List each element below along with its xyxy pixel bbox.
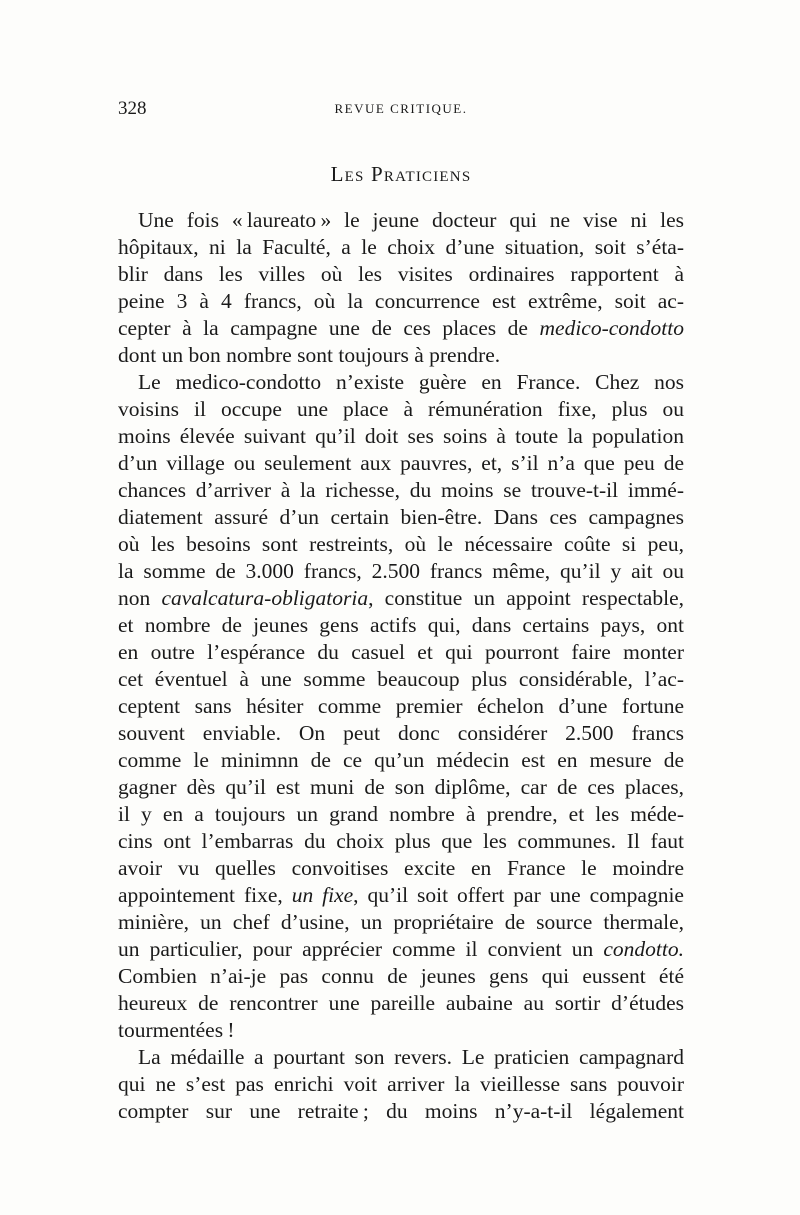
text-segment: Le medico-condotto n’existe guère en France. Chez nos — [138, 370, 684, 394]
text-line — [118, 774, 684, 801]
text-segment: d’un village ou seulement aux pauvres, et, s’il n’a que peu de — [118, 451, 684, 475]
text-line — [118, 639, 684, 666]
text-line — [118, 1098, 684, 1125]
text-segment: peine 3 à 4 francs, où la concurrence est extrême, soit ac- — [118, 289, 684, 313]
text-segment: , qu’il soit offert par une compagnie — [353, 883, 684, 907]
text-segment: chances d’arriver à la richesse, du moins se trouve-t-il immé- — [118, 478, 684, 502]
body-text — [118, 207, 684, 1125]
text-line — [118, 1044, 684, 1071]
text-segment: diatement assuré d’un certain bien-être. Dans ces campagnes — [118, 505, 684, 529]
text-segment: La médaille a pourtant son revers. Le praticien campagnard — [138, 1045, 684, 1069]
running-head — [118, 98, 684, 122]
text-segment: gagner dès qu’il est muni de son diplôme, car de ces places, — [118, 775, 684, 799]
text-line — [118, 693, 684, 720]
text-segment: comme le minimnn de ce qu’un médecin est en mesure de — [118, 748, 684, 772]
text-line — [118, 531, 684, 558]
text-segment: , constitue un appoint respectable, — [368, 586, 684, 610]
text-line — [118, 207, 684, 234]
text-segment: moins élevée suivant qu’il doit ses soins à toute la population — [118, 424, 684, 448]
text-segment: qui ne s’est pas enrichi voit arriver la vieillesse sans pouvoir — [118, 1072, 684, 1096]
text-line — [118, 963, 684, 990]
text-segment: minière, un chef d’usine, un propriétaire de source thermale, — [118, 910, 684, 934]
text-segment: heureux de rencontrer une pareille aubaine au sortir d’études — [118, 991, 684, 1015]
text-line — [118, 747, 684, 774]
text-segment: avoir vu quelles convoitises excite en France le moindre — [118, 856, 684, 880]
text-segment: blir dans les villes où les visites ordinaires rapportent à — [118, 262, 684, 286]
text-line — [118, 828, 684, 855]
text-line — [118, 558, 684, 585]
text-line — [118, 261, 684, 288]
text-segment: et nombre de jeunes gens actifs qui, dans certains pays, ont — [118, 613, 684, 637]
text-line — [118, 720, 684, 747]
text-line — [118, 288, 684, 315]
text-segment: en outre l’espérance du casuel et qui pourront faire monter — [118, 640, 684, 664]
text-line — [118, 882, 684, 909]
text-segment: ceptent sans hésiter comme premier échelon d’une fortune — [118, 694, 684, 718]
text-line — [118, 585, 684, 612]
text-line — [118, 801, 684, 828]
text-line — [118, 612, 684, 639]
text-segment: cet éventuel à une somme beaucoup plus considérable, l’ac- — [118, 667, 684, 691]
text-segment: souvent enviable. On peut donc considérer 2.500 francs — [118, 721, 684, 745]
text-segment: cepter à la campagne une de ces places de — [118, 316, 540, 340]
text-segment: hôpitaux, ni la Faculté, a le choix d’une situation, soit s’éta- — [118, 235, 684, 259]
section-title: Les Praticiens — [330, 162, 472, 186]
text-segment: un particulier, pour apprécier comme il convient un — [118, 937, 604, 961]
italic-term: cavalcatura-obligatoria — [161, 586, 369, 610]
text-line — [118, 909, 684, 936]
text-segment: appointement fixe, — [118, 883, 292, 907]
text-line — [118, 990, 684, 1017]
journal-title: REVUE CRITIQUE. — [334, 101, 468, 116]
text-line — [118, 423, 684, 450]
italic-term: condotto. — [603, 937, 684, 961]
italic-term: un fixe — [291, 883, 354, 907]
text-line — [118, 396, 684, 423]
page-number: 328 — [118, 98, 147, 119]
text-line — [118, 477, 684, 504]
text-line — [118, 234, 684, 261]
text-segment: voisins il occupe une place à rémunération fixe, plus ou — [118, 397, 684, 421]
italic-term: medico-condotto — [539, 316, 684, 340]
text-segment: la somme de 3.000 francs, 2.500 francs même, qu’il y ait ou — [118, 559, 684, 583]
text-line — [118, 504, 684, 531]
text-segment: cins ont l’embarras du choix plus que les communes. Il faut — [118, 829, 684, 853]
text-segment: il y en a toujours un grand nombre à prendre, et les méde- — [118, 802, 684, 826]
text-segment: compter sur une retraite ; du moins n’y-a-t-il légalement — [118, 1099, 684, 1123]
text-line — [118, 315, 684, 342]
text-line — [118, 450, 684, 477]
text-segment: tourmentées ! — [118, 1018, 235, 1042]
text-line — [118, 1017, 684, 1044]
text-line — [118, 369, 684, 396]
text-segment: non — [118, 586, 162, 610]
text-line — [118, 855, 684, 882]
text-line — [118, 936, 684, 963]
text-line — [118, 666, 684, 693]
text-segment: Une fois « laureato » le jeune docteur qui ne vise ni les — [138, 208, 684, 232]
text-line — [118, 342, 684, 369]
text-segment: Combien n’ai-je pas connu de jeunes gens qui eussent été — [118, 964, 684, 988]
text-segment: où les besoins sont restreints, où le nécessaire coûte si peu, — [118, 532, 684, 556]
text-segment: dont un bon nombre sont toujours à prendre. — [118, 343, 501, 367]
text-line — [118, 1071, 684, 1098]
